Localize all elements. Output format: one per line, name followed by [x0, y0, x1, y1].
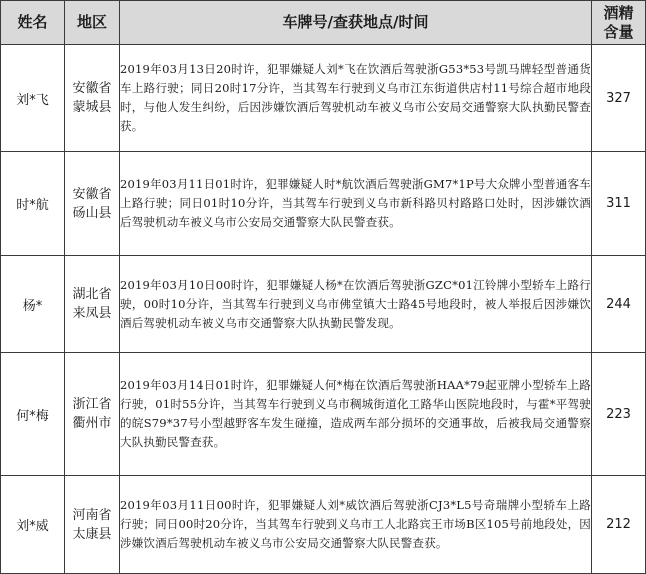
row-region-county: 衢州市	[72, 416, 112, 431]
header-region: 地区	[65, 1, 120, 45]
row-details: 2019年03月14日01时许，犯罪嫌疑人何*梅在饮酒后驾驶浙HAA*79起亚牌小型轿车上路行驶，01时55分许，当其驾车行驶到义乌市稠城街道化工路华山医院地段时，与霍*平驾驶的皖S79*37号小型越野客车发生碰撞，造成两车部分损坏的交通事故，后被我局交通警察大队执勤民警查获。	[120, 353, 592, 476]
row-details: 2019年03月13日20时许，犯罪嫌疑人刘*飞在饮酒后驾驶浙G53*53号凯马牌轻型普通货车上路行驶；同日20时17分许，当其驾车行驶到义乌市江东街道供店村11号综合超市地段时，与他人发生纠纷，后因涉嫌饮酒后驾驶机动车被义乌市公安局交通警察大队执勤民警查获。	[120, 45, 592, 152]
row-details: 2019年03月11日00时许，犯罪嫌疑人刘*威饮酒后驾驶浙CJ3*L5号奇瑞牌小型轿车上路行驶；同日00时20分许，当其驾车行驶到义乌市工人北路宾王市场B区105号前地段处，因涉嫌饮酒后驾驶机动车被义乌市公安局交通警察大队民警查获。	[120, 476, 592, 574]
row-name: 何*梅	[1, 353, 65, 476]
table-row	[1, 353, 646, 476]
row-name: 杨*	[1, 256, 65, 353]
row-region-county: 太康县	[72, 526, 112, 542]
header-alcohol-line1: 酒精	[603, 3, 634, 22]
row-alcohol: 212	[592, 476, 646, 574]
header-alcohol	[592, 1, 646, 45]
row-region	[65, 353, 120, 476]
row-region-county: 砀山县	[72, 205, 112, 221]
row-name: 时*航	[1, 152, 65, 256]
row-region-county: 来凤县	[72, 306, 112, 321]
row-region	[65, 476, 120, 574]
table-row	[1, 256, 646, 353]
row-details: 2019年03月10日00时许，犯罪嫌疑人杨*在饮酒后驾驶浙GZC*01江铃牌小型轿车上路行驶，00时10分许，当其驾车行驶到义乌市佛堂镇大士路45号地段时，被人举报后因涉嫌饮酒后驾驶机动车被义乌市交通警察大队执勤民警发现。	[120, 256, 592, 353]
row-region	[65, 256, 120, 353]
row-region	[65, 45, 120, 152]
row-name: 刘*飞	[1, 45, 65, 152]
row-alcohol: 244	[592, 256, 646, 353]
row-region-county: 蒙城县	[72, 100, 112, 115]
header-row	[1, 1, 646, 45]
row-name: 刘*威	[1, 476, 65, 574]
row-region	[65, 152, 120, 256]
row-region-province: 浙江省	[72, 397, 112, 412]
row-alcohol: 223	[592, 353, 646, 476]
row-details: 2019年03月11日01时许，犯罪嫌疑人时*航饮酒后驾驶浙GM7*1P号大众牌小型普通客车上路行驶；同日01时10分许，当其驾车行驶到义乌市新科路贝村路路口处时，因涉嫌饮酒后驾驶机动车被义乌市公安局交通警察大队民警查获。	[120, 152, 592, 256]
row-region-province: 河南省	[72, 507, 112, 523]
table-row	[1, 152, 646, 256]
row-alcohol: 327	[592, 45, 646, 152]
row-alcohol: 311	[592, 152, 646, 256]
header-name: 姓名	[1, 1, 65, 45]
row-region-province: 安徽省	[72, 81, 112, 96]
table-row	[1, 45, 646, 152]
table-row	[1, 476, 646, 574]
header-details: 车牌号/查获地点/时间	[120, 1, 592, 45]
row-region-province: 湖北省	[72, 287, 112, 302]
header-alcohol-line2: 含量	[603, 22, 634, 41]
row-region-province: 安徽省	[72, 186, 112, 202]
